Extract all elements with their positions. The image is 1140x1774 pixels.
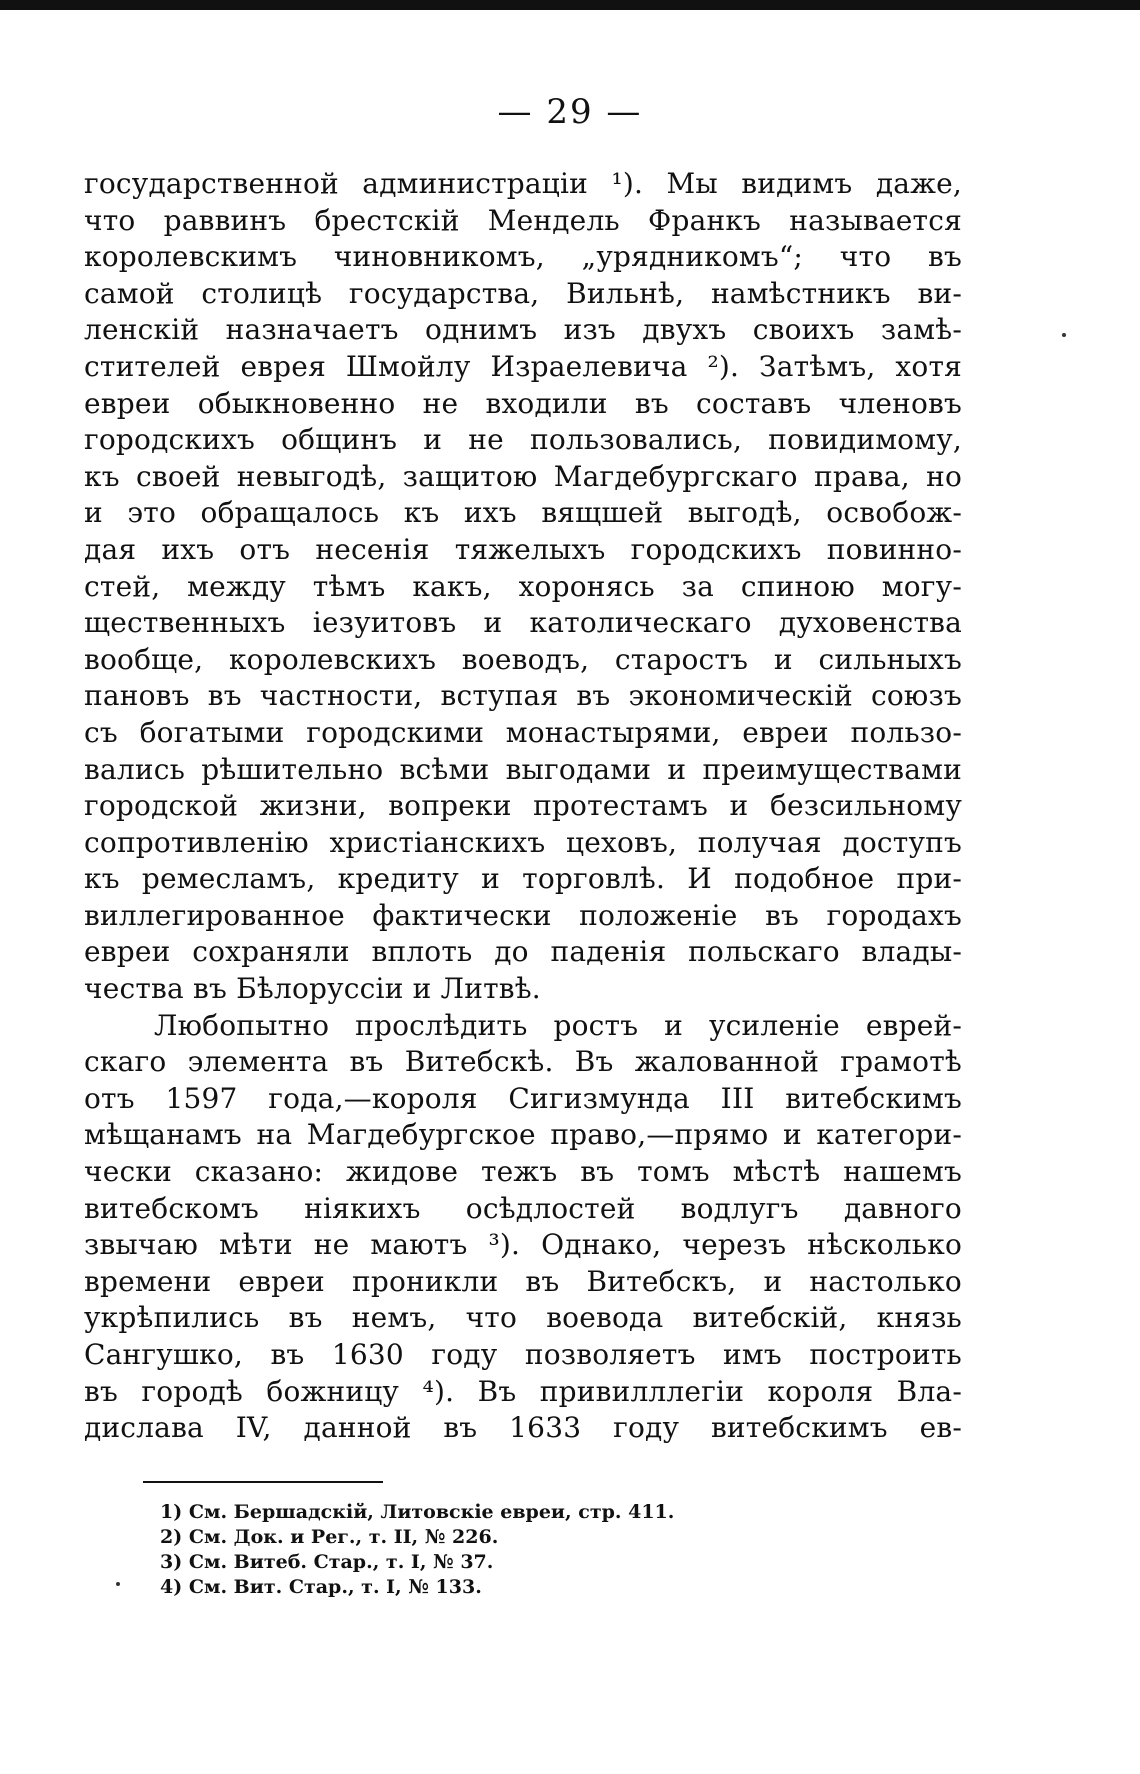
body-line: евреи обыкновенно не входили въ составъ членовъ (84, 386, 962, 420)
body-line: пановъ въ частности, вступая въ экономическій союзъ (84, 679, 962, 713)
body-line: отъ 1597 года,—короля Сигизмунда III витебскимъ (84, 1081, 962, 1115)
body-line: вались рѣшительно всѣми выгодами и преимуществами (84, 752, 962, 786)
body-line: скаго элемента въ Витебскѣ. Въ жалованной грамотѣ (84, 1045, 962, 1079)
body-line: къ своей невыгодѣ, защитою Магдебургскаго права, но (84, 459, 962, 493)
scan-speck (1062, 333, 1066, 337)
body-line: вообще, королевскихъ воеводъ, старостъ и сильныхъ (84, 642, 962, 676)
body-line: чески сказано: жидове тежъ въ томъ мѣстѣ нашемъ (84, 1155, 962, 1189)
paragraph-end-line: чества въ Бѣлоруссіи и Литвѣ. (84, 972, 541, 1006)
footnote-separator (143, 1481, 383, 1483)
body-text (84, 166, 962, 1447)
body-line: городскихъ общинъ и не пользовались, повидимому, (84, 423, 962, 457)
body-line: въ городѣ божницу ⁴). Въ привилллегіи короля Вла- (84, 1374, 962, 1408)
footnote-4: 4) См. Вит. Стар., т. I, № 133. (160, 1576, 482, 1598)
footnote-2: 2) См. Док. и Рег., т. II, № 226. (160, 1526, 499, 1548)
footnote-1: 1) См. Бершадскій, Литовскіе евреи, стр. 411. (160, 1501, 675, 1523)
footnote-3: 3) См. Витеб. Стар., т. I, № 37. (160, 1551, 494, 1573)
body-line: королевскимъ чиновникомъ, „урядникомъ“; что въ (84, 240, 962, 274)
body-line: дислава IV, данной въ 1633 году витебскимъ ев- (84, 1411, 962, 1445)
scan-speck (116, 1582, 120, 1586)
paragraph-start-line: Любопытно прослѣдить ростъ и усиленіе еврей- (154, 1008, 962, 1042)
body-line: городской жизни, вопреки протестамъ и безсильному (84, 789, 962, 823)
body-line: дая ихъ отъ несенія тяжелыхъ городскихъ повинно- (84, 532, 962, 566)
footnotes (160, 1500, 860, 1600)
body-line: сопротивленію христіанскихъ цеховъ, получая доступъ (84, 825, 962, 859)
body-line: звычаю мѣти не маютъ ³). Однако, черезъ нѣсколько (84, 1228, 962, 1262)
body-line: витебскомъ ніякихъ осѣдлостей водлугъ давного (84, 1191, 962, 1225)
body-line: виллегированное фактически положеніе въ городахъ (84, 898, 962, 932)
body-line: ленскій назначаетъ однимъ изъ двухъ своихъ замѣ- (84, 313, 962, 347)
body-line: самой столицѣ государства, Вильнѣ, намѣстникъ ви- (84, 276, 962, 310)
body-line: и это обращалось къ ихъ вящшей выгодѣ, освобож- (84, 496, 962, 530)
body-line: что раввинъ брестскій Мендель Франкъ называется (84, 203, 962, 237)
body-line: стителей еврея Шмойлу Израелевича ²). Затѣмъ, хотя (84, 349, 962, 383)
body-line: стей, между тѣмъ какъ, хоронясь за спиною могу- (84, 569, 962, 603)
body-line: евреи сохраняли вплоть до паденія польскаго влады- (84, 935, 962, 969)
body-line: укрѣпились въ немъ, что воевода витебскій, князь (84, 1301, 962, 1335)
body-line: Сангушко, въ 1630 году позволяетъ имъ построить (84, 1338, 962, 1371)
body-line: государственной администраціи ¹). Мы видимъ даже, (84, 167, 962, 200)
page-number: — 29 — (497, 92, 643, 132)
body-line: съ богатыми городскими монастырями, евреи пользо- (84, 715, 962, 749)
body-line: къ ремесламъ, кредиту и торговлѣ. И подобное при- (84, 862, 962, 896)
body-line: времени евреи проникли въ Витебскъ, и настолько (84, 1264, 962, 1298)
top-border-rule (0, 0, 1140, 10)
body-line: мѣщанамъ на Магдебургское право,—прямо и категори- (84, 1118, 962, 1152)
body-line: щественныхъ іезуитовъ и католическаго духовенства (84, 606, 962, 640)
